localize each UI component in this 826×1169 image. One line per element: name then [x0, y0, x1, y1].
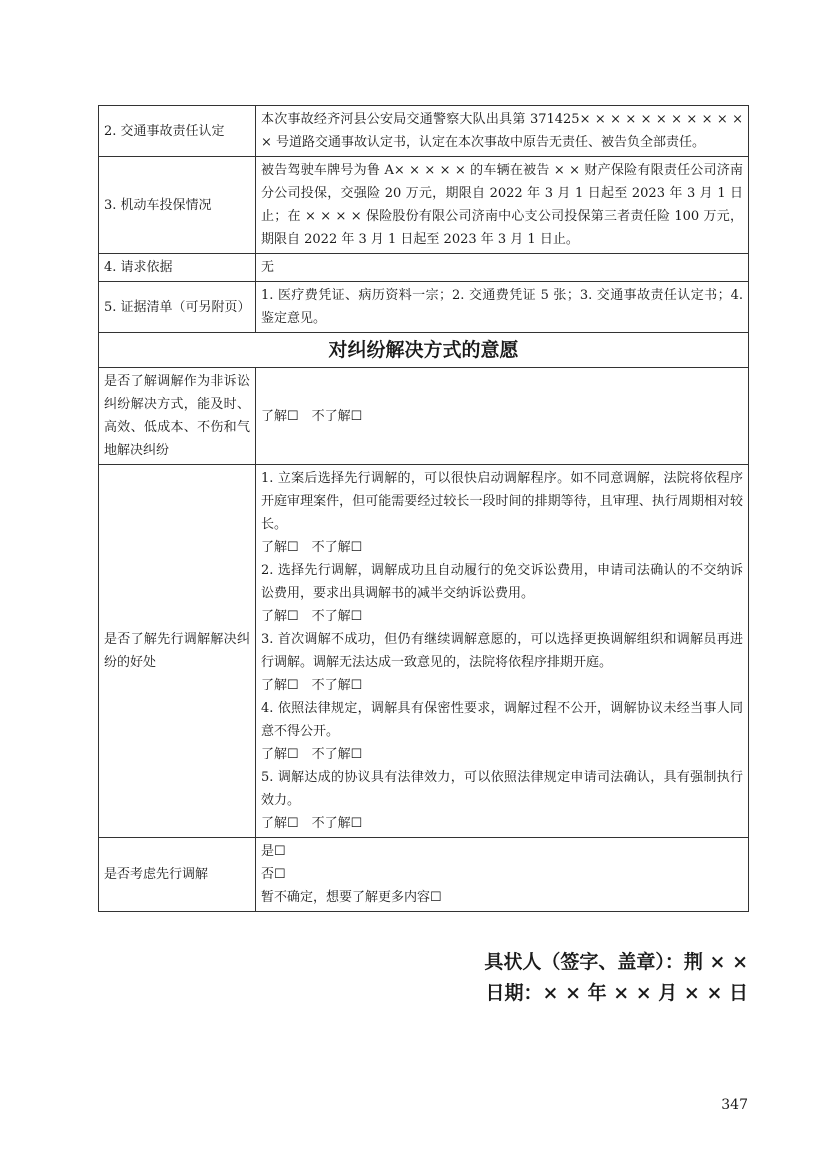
mediation-awareness-label: 是否了解调解作为非诉讼纠纷解决方式，能及时、高效、低成本、不伤和气地解决纠纷 — [99, 368, 256, 465]
consider-mediation-label: 是否考虑先行调解 — [99, 838, 256, 912]
evidence-list-content: 1. 医疗费凭证、病历资料一宗；2. 交通费凭证 5 张；3. 交通事故责任认定书；4. 鉴定意见。 — [256, 282, 749, 333]
claim-basis-content: 无 — [256, 254, 749, 282]
table-row — [99, 465, 749, 838]
table-row — [99, 333, 749, 368]
benefit-item-1: 1. 立案后选择先行调解的，可以很快启动调解程序。如不同意调解，法院将依程序开庭审理案件，但可能需要经过较长一段时间的排期等待，且审理、执行周期相对较长。 — [261, 471, 743, 532]
table-row — [99, 368, 749, 465]
table-row — [99, 157, 749, 254]
prior-mediation-benefits-content — [256, 465, 749, 838]
table-row — [99, 282, 749, 333]
date-line: 日期：× × 年 × × 月 × × 日 — [485, 982, 748, 1004]
benefit-item-3: 3. 首次调解不成功，但仍有继续调解意愿的，可以选择更换调解组织和调解员再进行调解。调解无法达成一致意见的，法院将依程序排期开庭。 — [261, 632, 743, 670]
table-row — [99, 838, 749, 912]
benefit-item-2: 2. 选择先行调解，调解成功且自动履行的免交诉讼费用，申请司法确认的不交纳诉讼费用，要求出具调解书的减半交纳诉讼费用。 — [261, 563, 743, 601]
section-title: 对纠纷解决方式的意愿 — [99, 333, 749, 368]
mediation-awareness-answer[interactable]: 了解☐ 不了解☐ — [256, 368, 749, 465]
option-undecided-checkbox[interactable]: 暂不确定，想要了解更多内容☐ — [261, 890, 442, 905]
claim-basis-label: 4. 请求依据 — [99, 254, 256, 282]
consider-mediation-options — [256, 838, 749, 912]
evidence-list-label: 5. 证据清单（可另附页） — [99, 282, 256, 333]
plaintiff-signature-line: 具状人（签字、盖章）：荆 × × — [484, 951, 748, 973]
prior-mediation-benefits-label: 是否了解先行调解解决纠纷的好处 — [99, 465, 256, 838]
page-number: 347 — [721, 1097, 748, 1113]
benefit-item-3-answer[interactable]: 了解☐ 不了解☐ — [261, 678, 363, 693]
benefit-item-4-answer[interactable]: 了解☐ 不了解☐ — [261, 747, 363, 762]
table-row — [99, 254, 749, 282]
option-no-checkbox[interactable]: 否☐ — [261, 867, 286, 882]
benefit-item-1-answer[interactable]: 了解☐ 不了解☐ — [261, 540, 363, 555]
benefit-item-5-answer[interactable]: 了解☐ 不了解☐ — [261, 816, 363, 831]
vehicle-insurance-content: 被告驾驶车牌号为鲁 A× × × × × 的车辆在被告 × × 财产保险有限责任公司济南分公司投保，交强险 20 万元，期限自 2022 年 3 月 1 日起至 2023 年 3 月 1 日止；在 × × × × 保险股份有限公司济南中心支公司投保第三者责任险 100 万元，期限自 2022 年 3 月 1 日起至 2023 年 3 月 1 日止。 — [256, 157, 749, 254]
benefit-item-4: 4. 依照法律规定，调解具有保密性要求，调解过程不公开，调解协议未经当事人同意不得公开。 — [261, 701, 743, 739]
benefit-item-5: 5. 调解达成的协议具有法律效力，可以依照法律规定申请司法确认，具有强制执行效力。 — [261, 770, 743, 808]
table-row — [99, 106, 749, 157]
vehicle-insurance-label: 3. 机动车投保情况 — [99, 157, 256, 254]
complaint-form-table — [98, 105, 749, 912]
option-yes-checkbox[interactable]: 是☐ — [261, 844, 286, 859]
accident-liability-label: 2. 交通事故责任认定 — [99, 106, 256, 157]
signature-block — [484, 947, 748, 1009]
benefit-item-2-answer[interactable]: 了解☐ 不了解☐ — [261, 609, 363, 624]
accident-liability-content: 本次事故经齐河县公安局交通警察大队出具第 371425× × × × × × × × × × × × 号道路交通事故认定书，认定在本次事故中原告无责任、被告负全部责任。 — [256, 106, 749, 157]
